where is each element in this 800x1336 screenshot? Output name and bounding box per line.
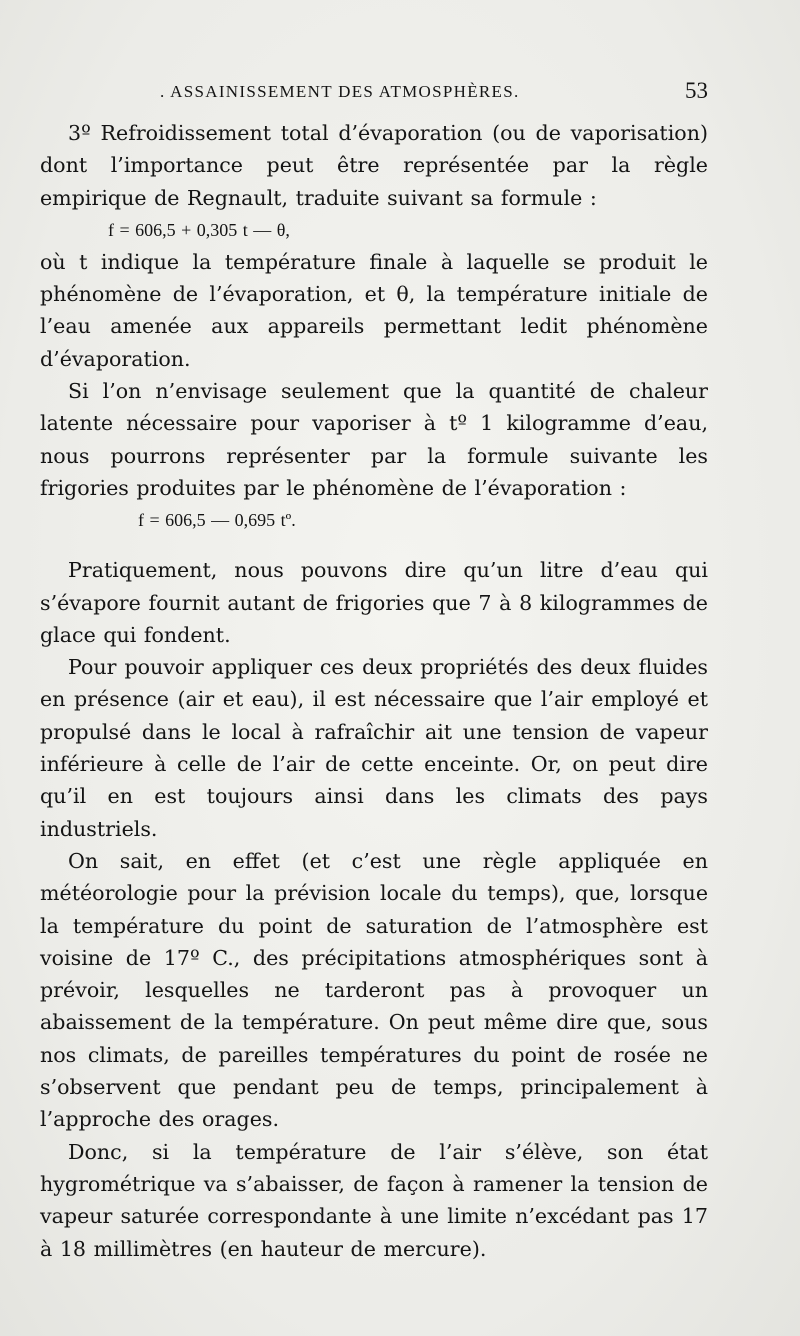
page-header — [160, 78, 708, 108]
page-body — [40, 117, 708, 1265]
formula: f = 606,5 — 0,695 tº. — [138, 510, 296, 531]
paragraph: On sait, en effet (et c’est une règle appliquée en météorologie pour la prévision locale du temps), que, lorsque la température du point de saturation de l’atmosphère est voisine de 17º C., des précipitations atmosphériques sont à prévoir, lesquelles ne tarderont pas à provoquer un abaissement de la température. On peut même dire que, sous nos climats, de pareilles températures du point de rosée ne s’observent que pendant peu de temps, principalement à l’approche des orages. — [40, 848, 708, 1132]
running-title: . ASSAINISSEMENT DES ATMOSPHÈRES. — [160, 82, 520, 101]
paragraph: Pour pouvoir appliquer ces deux propriétés des deux fluides en présence (air et eau), il est nécessaire que l’air employé et propulsé dans le local à rafraîchir ait une tension de vapeur inférieure à celle de l’air de cette enceinte. Or, on peut dire qu’il en est toujours ainsi dans les climats des pays industriels. — [40, 655, 708, 841]
formula: f = 606,5 + 0,305 t — θ, — [108, 219, 290, 240]
paragraph: Pratiquement, nous pouvons dire qu’un litre d’eau qui s’évapore fournit autant de frigories que 7 à 8 kilogrammes de glace qui fondent. — [40, 558, 708, 647]
paragraph: 3º Refroidissement total d’évaporation (ou de vaporisation) dont l’importance peut être représentée par la règle empirique de Regnault, traduite suivant sa formule : — [40, 121, 708, 210]
paragraph: Si l’on n’envisage seulement que la quantité de chaleur latente nécessaire pour vaporiser à tº 1 kilogramme d’eau, nous pourrons représenter par la formule suivante les frigories produites par le phénomène de l’évaporation : — [40, 379, 708, 500]
page-number: 53 — [685, 78, 708, 103]
paragraph: Donc, si la température de l’air s’élève, son état hygrométrique va s’abaisser, de façon à ramener la tension de vapeur saturée correspondante à une limite n’excédant pas 17 à 18 millimètres (en hauteur de mercure). — [40, 1139, 708, 1261]
paragraph: où t indique la température finale à laquelle se produit le phénomène de l’évaporation, et θ, la température initiale de l’eau amenée aux appareils permettant ledit phénomène d’évaporation. — [40, 249, 708, 371]
